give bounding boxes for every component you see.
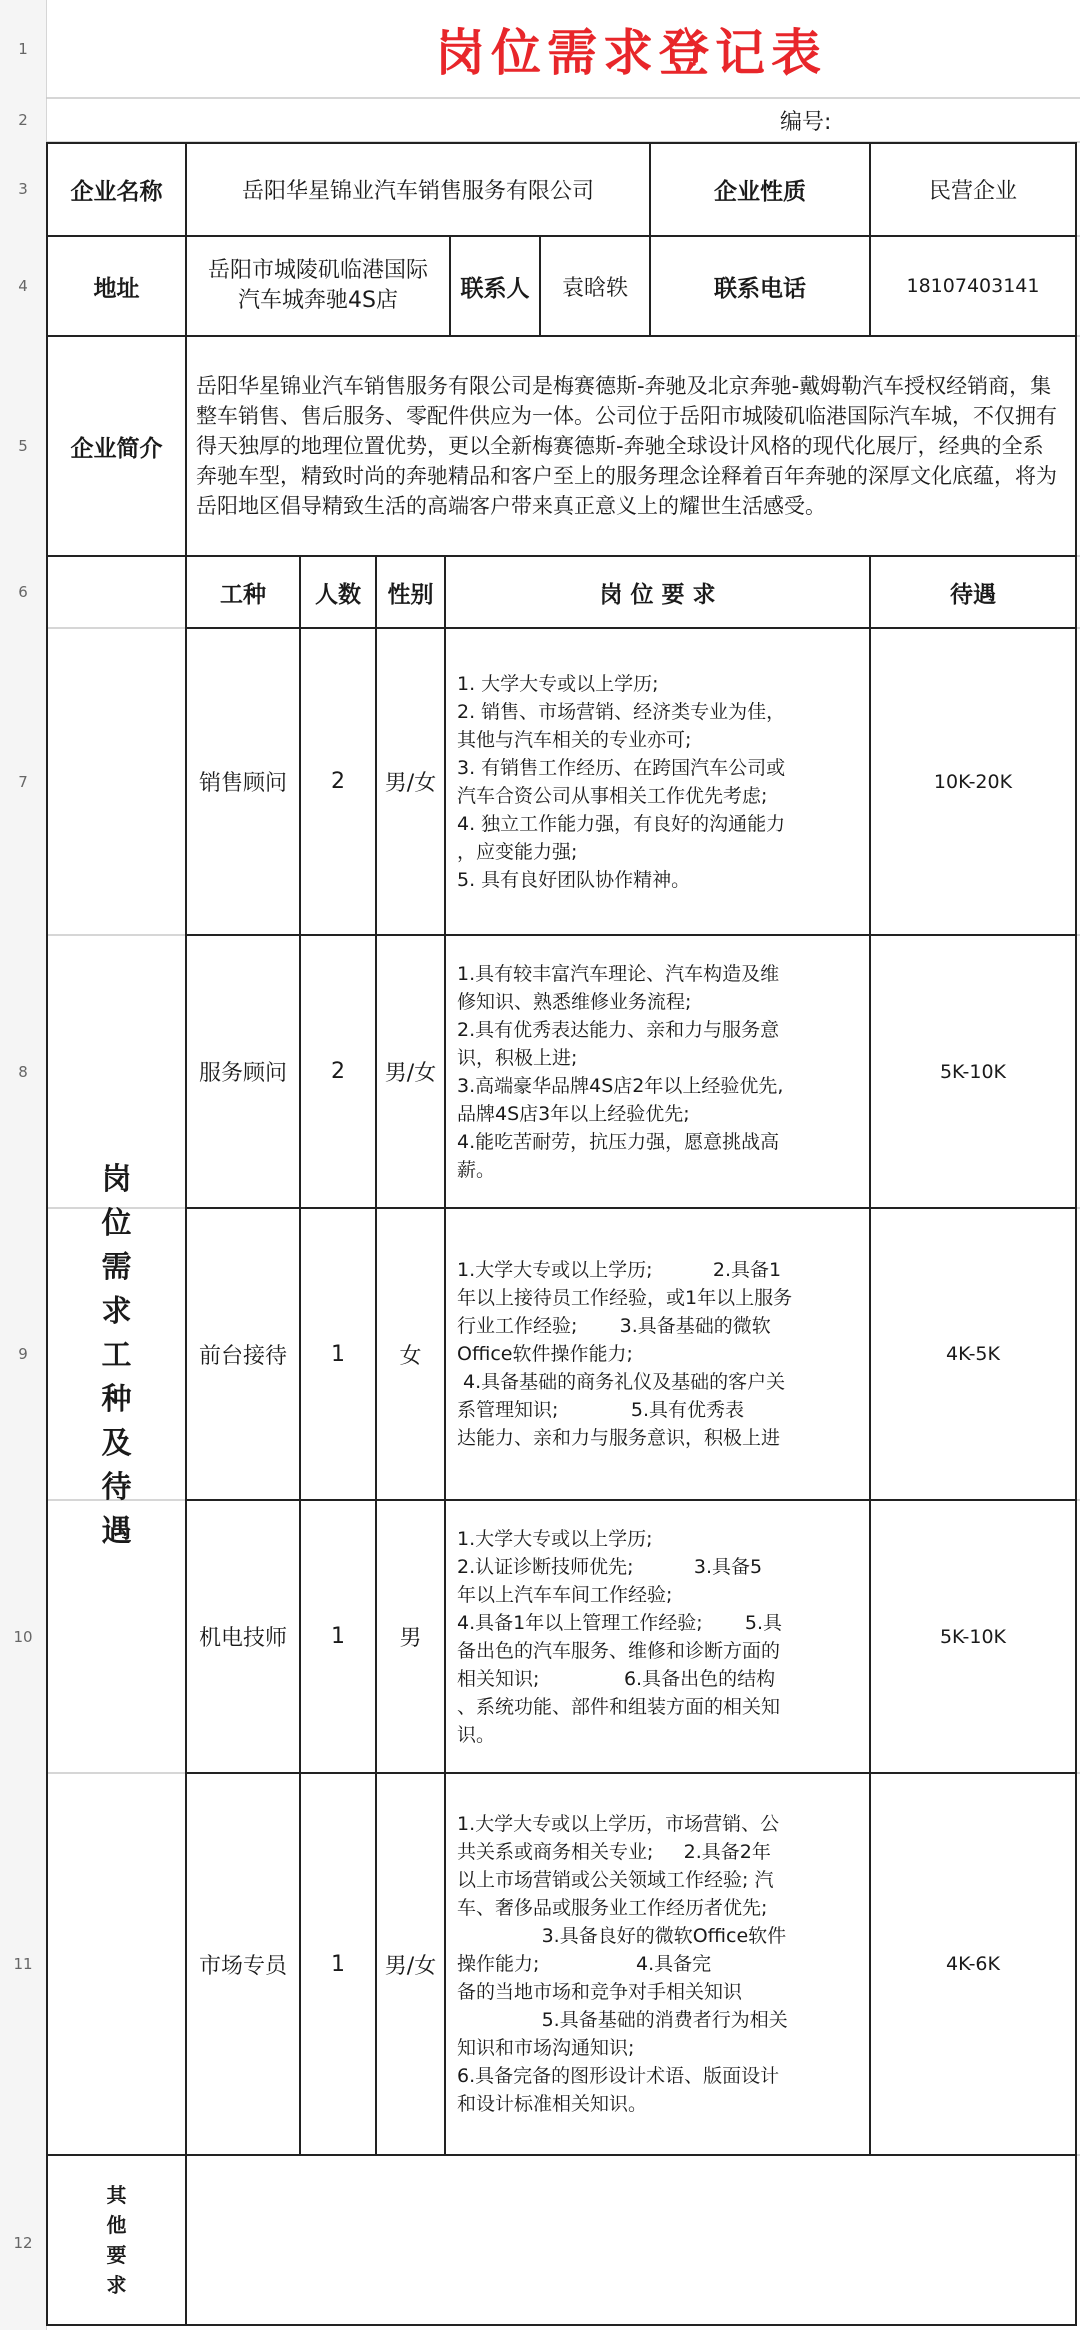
- vertical-label-char: 工: [101, 1337, 132, 1373]
- job-requirements: 1. 大学大专或以上学历; 2. 销售、市场营销、经济类专业为佳， 其他与汽车相关的专业亦可; 3. 有销售工作经历、在跨国汽车公司或 汽车合资公司从事相关工作优先考虑; 4. 独立工作能力强，有良好的沟通能力 ，应变能力强; 5. 具有良好团队协作精神。: [457, 672, 786, 891]
- contact-label: 联系人: [460, 275, 530, 302]
- vertical-label-char: 求: [106, 2273, 127, 2297]
- row-number: 3: [0, 142, 46, 236]
- job-gender: 男: [399, 1626, 422, 1651]
- job-type: 服务顾问: [198, 1061, 287, 1086]
- job-requirements: 1.大学大专或以上学历; 2.具备1 年以上接待员工作经验，或1年以上服务 行业工作经验; 3.具备基础的微软 Office软件操作能力; 4.具备基础的商务礼仪及基础的客户关 系管理知识; 5.具有优秀表 达能力、亲和力与服务意识，积极上进: [457, 1259, 793, 1449]
- row-number: 7: [0, 628, 46, 935]
- job-salary: 5K-10K: [939, 1060, 1007, 1083]
- job-salary: 4K-6K: [946, 1953, 1000, 1975]
- header-gender: 性别: [387, 581, 434, 608]
- job-gender: 男/女: [384, 1061, 437, 1086]
- job-head-count: 2: [331, 1059, 345, 1084]
- company-nature-label: 企业性质: [714, 179, 806, 205]
- vertical-label-char: 岗: [101, 1161, 132, 1197]
- other-requirements-value: [186, 2155, 1076, 2325]
- row-number: 2: [0, 98, 46, 142]
- job-requirements: 1.具有较丰富汽车理论、汽车构造及维 修知识、熟悉维修业务流程; 2.具有优秀表达能力、亲和力与服务意 识，积极上进; 3.高端豪华品牌4S店2年以上经验优先, 品牌4S店3年以上经验优先; 4.能吃苦耐劳，抗压力强，愿意挑战高 薪。: [457, 962, 784, 1181]
- row-number: 4: [0, 236, 46, 336]
- header-salary: 待遇: [950, 581, 996, 608]
- job-gender: 女: [399, 1343, 422, 1369]
- row-number: 8: [0, 935, 46, 1208]
- job-salary: 4K-5K: [946, 1343, 1000, 1365]
- job-gender: 男/女: [384, 771, 437, 796]
- other-requirements-label: [47, 2155, 186, 2325]
- job-salary: 5K-10K: [939, 1625, 1007, 1648]
- job-head-count: 1: [331, 1951, 345, 1977]
- job-salary: 10K-20K: [933, 770, 1013, 793]
- vertical-label-char: 求: [101, 1293, 132, 1329]
- vertical-label-char: 要: [106, 2243, 127, 2267]
- company-intro-label: 企业简介: [70, 435, 163, 462]
- row-number: 12: [0, 2155, 46, 2330]
- header-job-type: 工种: [220, 581, 266, 608]
- job-type: 前台接待: [198, 1343, 287, 1369]
- jobs-section-label: [47, 556, 186, 2155]
- vertical-label-char: 遇: [101, 1513, 132, 1549]
- vertical-label-char: 需: [101, 1249, 132, 1285]
- company-name: 岳阳华星锦业汽车销售服务有限公司: [241, 179, 594, 204]
- row-number: 9: [0, 1208, 46, 1500]
- job-type: 机电技师: [198, 1626, 287, 1651]
- vertical-label-char: 及: [101, 1425, 132, 1461]
- phone-label: 联系电话: [714, 275, 806, 302]
- job-type: 销售顾问: [198, 771, 287, 796]
- job-head-count: 1: [331, 1624, 345, 1649]
- serial-number-label: 编号:: [780, 109, 832, 135]
- vertical-label-char: 他: [106, 2213, 127, 2237]
- row-number: 1: [0, 0, 46, 98]
- job-gender: 男/女: [384, 1953, 437, 1979]
- job-head-count: 2: [331, 769, 345, 794]
- contact-person: 袁晗轶: [561, 275, 628, 301]
- vertical-label-char: 位: [101, 1205, 132, 1241]
- phone-number: 18107403141: [906, 275, 1040, 297]
- vertical-label-char: 其: [106, 2183, 127, 2207]
- company-nature: 民营企业: [928, 179, 1017, 204]
- company-intro: 岳阳华星锦业汽车销售服务有限公司是梅赛德斯-奔驰及北京奔驰-戴姆勒汽车授权经销商，集整车销售、售后服务、零配件供应为一体。公司位于岳阳市城陵矶临港国际汽车城，不仅拥有得天独厚的地理位置优势，更以全新梅赛德斯-奔驰全球设计风格的现代化展厅，经典的全系奔驰车型，精致时尚的奔驰精品和客户至上的服务理念诠释着百年奔驰的深厚文化底蕴，将为岳阳地区倡导精致生活的高端客户带来真正意义上的耀世生活感受。: [196, 374, 1057, 518]
- row-number: 5: [0, 336, 46, 556]
- job-type: 市场专员: [198, 1953, 287, 1979]
- row-number: 6: [0, 556, 46, 628]
- vertical-label-char: 待: [101, 1469, 132, 1505]
- address-label: 地址: [93, 275, 140, 302]
- row-number: 10: [0, 1500, 46, 1773]
- company-name-label: 企业名称: [70, 179, 163, 205]
- row-number: 11: [0, 1773, 46, 2155]
- job-requirements: 1.大学大专或以上学历，市场营销、公 共关系或商务相关专业; 2.具备2年 以上市场营销或公关领域工作经验; 汽 车、奢侈品或服务业工作经历者优先; 3.具备良好的微软Office软件 操作能力; 4.具备完 备的当地市场和竞争对手相关知识 5.具备基础的消费者行为相关 知识和市场沟通知识; 6.具备完备的图形设计术语、版面设计 和设计标准相关知识。: [457, 1813, 788, 2115]
- header-requirements: 岗 位 要 求: [599, 581, 716, 608]
- job-head-count: 1: [331, 1341, 345, 1367]
- vertical-label-char: 种: [101, 1381, 132, 1417]
- page-title: 岗位需求登记表: [435, 24, 827, 82]
- header-head-count: 人数: [315, 581, 361, 608]
- company-address: 岳阳市城陵矶临港国际汽车城奔驰4S店: [207, 258, 428, 313]
- job-requirements: 1.大学大专或以上学历; 2.认证诊断技师优先; 3.具备5 年以上汽车车间工作经验; 4.具备1年以上管理工作经验; 5.具 备出色的汽车服务、维修和诊断方面的 相关知识; 6.具备出色的结构 、系统功能、部件和组装方面的相关知 识。: [457, 1527, 783, 1746]
